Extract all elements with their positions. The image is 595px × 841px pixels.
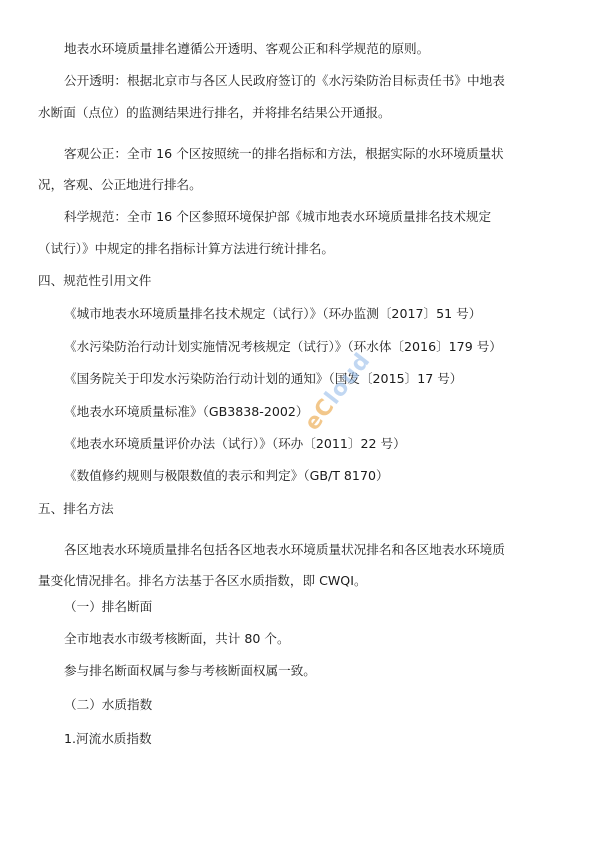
text-line: （试行）》中规定的排名指标计算方法进行统计排名。: [38, 241, 334, 256]
reference-item: 《水污染防治行动计划实施情况考核规定（试行）》（环水体〔2016〕179 号）: [64, 339, 502, 354]
text-line: 况，客观、公正地进行排名。: [38, 177, 202, 192]
text-line: 公开透明：根据北京市与各区人民政府签订的《水污染防治目标责任书》中地表: [64, 73, 505, 88]
reference-item: 《城市地表水环境质量排名技术规定（试行）》（环办监测〔2017〕51 号）: [64, 306, 482, 321]
reference-item: 《数值修约规则与极限数值的表示和判定》（GB/T 8170）: [64, 468, 389, 483]
reference-item: 《地表水环境质量标准》（GB3838-2002）: [64, 404, 309, 419]
subsection-heading: 1.河流水质指数: [64, 731, 152, 746]
text-line: 量变化情况排名。排名方法基于各区水质指数，即 CWQI。: [38, 573, 367, 588]
reference-item: 《地表水环境质量评价办法（试行）》（环办〔2011〕22 号）: [64, 436, 406, 451]
text-line: 科学规范：全市 16 个区参照环境保护部《城市地表水环境质量排名技术规定: [64, 209, 492, 224]
text-line: 水断面（点位）的监测结果进行排名，并将排名结果公开通报。: [38, 105, 391, 120]
text-line: 参与排名断面权属与参与考核断面权属一致。: [64, 663, 316, 678]
watermark-logo: eCloud: [300, 348, 376, 436]
section-heading: 五、排名方法: [38, 501, 114, 516]
subsection-heading: （一）排名断面: [64, 599, 153, 614]
text-line: 地表水环境质量排名遵循公开透明、客观公正和科学规范的原则。: [64, 41, 430, 56]
section-heading: 四、规范性引用文件: [38, 273, 152, 288]
text-line: 客观公正：全市 16 个区按照统一的排名指标和方法，根据实际的水环境质量状: [64, 146, 504, 161]
reference-item: 《国务院关于印发水污染防治行动计划的通知》（国发〔2015〕17 号）: [64, 371, 463, 386]
text-line: 各区地表水环境质量排名包括各区地表水环境质量状况排名和各区地表水环境质: [64, 542, 505, 557]
subsection-heading: （二）水质指数: [64, 697, 153, 712]
text-line: 全市地表水市级考核断面，共计 80 个。: [64, 631, 290, 646]
